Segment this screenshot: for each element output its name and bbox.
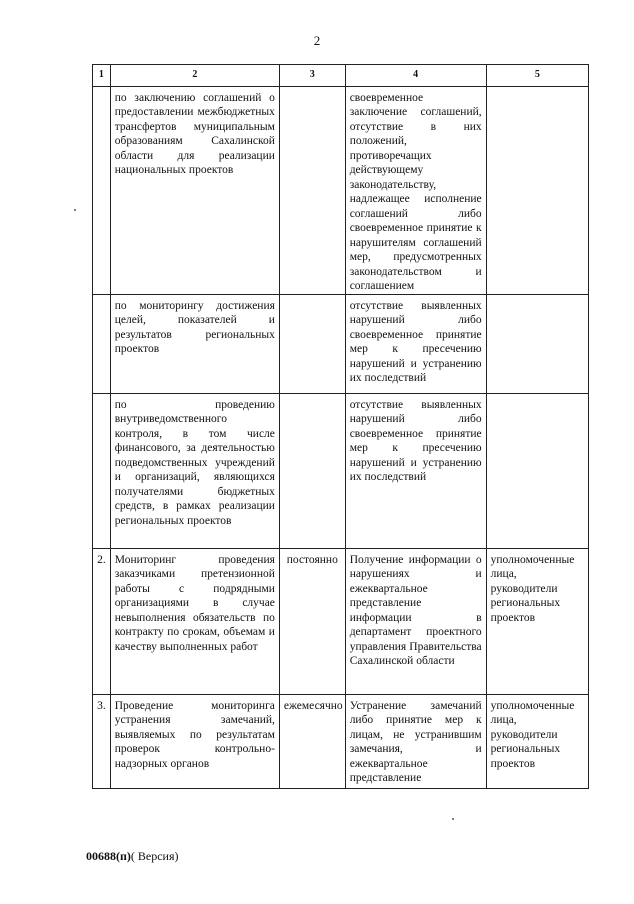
document-version-note: ( Версия) — [130, 849, 179, 863]
row-number: 2. — [93, 548, 111, 694]
row-description: по заключению соглашений о предоставлении межбюджетных трансфертов муниципальным образованиям Сахалинской области для реализации национальных проектов — [110, 86, 279, 294]
row-period — [279, 294, 345, 393]
row-responsible — [486, 294, 588, 393]
scan-speck — [74, 209, 76, 211]
row-result: отсутствие выявленных нарушений либо своевременное принятие мер к пресечению нарушений и устранению их последствий — [345, 294, 486, 393]
table-row — [93, 294, 589, 393]
row-responsible — [486, 86, 588, 294]
table-header-row — [93, 65, 589, 87]
row-number — [93, 86, 111, 294]
row-period — [279, 86, 345, 294]
row-responsible — [486, 393, 588, 548]
column-header-1: 1 — [93, 65, 111, 87]
plan-table — [92, 64, 589, 789]
table-row — [93, 548, 589, 694]
row-responsible: уполномоченные лица, руководители региональных проектов — [486, 548, 588, 694]
table-row — [93, 694, 589, 788]
row-period: постоянно — [279, 548, 345, 694]
row-period — [279, 393, 345, 548]
column-header-2: 2 — [110, 65, 279, 87]
row-result: отсутствие выявленных нарушений либо своевременное принятие мер к пресечению нарушений и устранению их последствий — [345, 393, 486, 548]
scan-speck — [452, 818, 454, 820]
table-row — [93, 393, 589, 548]
row-result: Получение информации о нарушениях и ежеквартальное представление информации в департамент проектного управления Правительства Сахалинской области — [345, 548, 486, 694]
page-number: 2 — [313, 33, 321, 48]
row-description: по мониторингу достижения целей, показателей и результатов региональных проектов — [110, 294, 279, 393]
row-responsible: уполномоченные лица, руководители региональных проектов — [486, 694, 588, 788]
row-number: 3. — [93, 694, 111, 788]
row-number — [93, 294, 111, 393]
document-footer — [86, 849, 179, 864]
table-row — [93, 86, 589, 294]
document-code: 00688(п) — [86, 849, 131, 863]
column-header-4: 4 — [345, 65, 486, 87]
row-description: Проведение мониторинга устранения замечаний, выявляемых по результатам проверок контрольно-надзорных органов — [110, 694, 279, 788]
row-description: Мониторинг проведения заказчиками претензионной работы с подрядными организациями в случае невыполнения обязательств по контракту по срокам, объемам и качеству выполненных работ — [110, 548, 279, 694]
row-period: ежемесячно — [279, 694, 345, 788]
row-description: по проведению внутриведомственного контроля, в том числе финансового, за деятельностью подведомственных учреждений и организаций, являющихся получателями бюджетных средств, в рамках реализации региональных проектов — [110, 393, 279, 548]
row-result: Устранение замечаний либо принятие мер к лицам, не устранившим замечания, и ежеквартальное представление — [345, 694, 486, 788]
row-number — [93, 393, 111, 548]
row-result: своевременное заключение соглашений, отсутствие в них положений, противоречащих действующему законодательству, надлежащее исполнение соглашений либо своевременное принятие к нарушителям соглашений мер, предусмотренных законодательством и соглашением — [345, 86, 486, 294]
column-header-3: 3 — [279, 65, 345, 87]
column-header-5: 5 — [486, 65, 588, 87]
